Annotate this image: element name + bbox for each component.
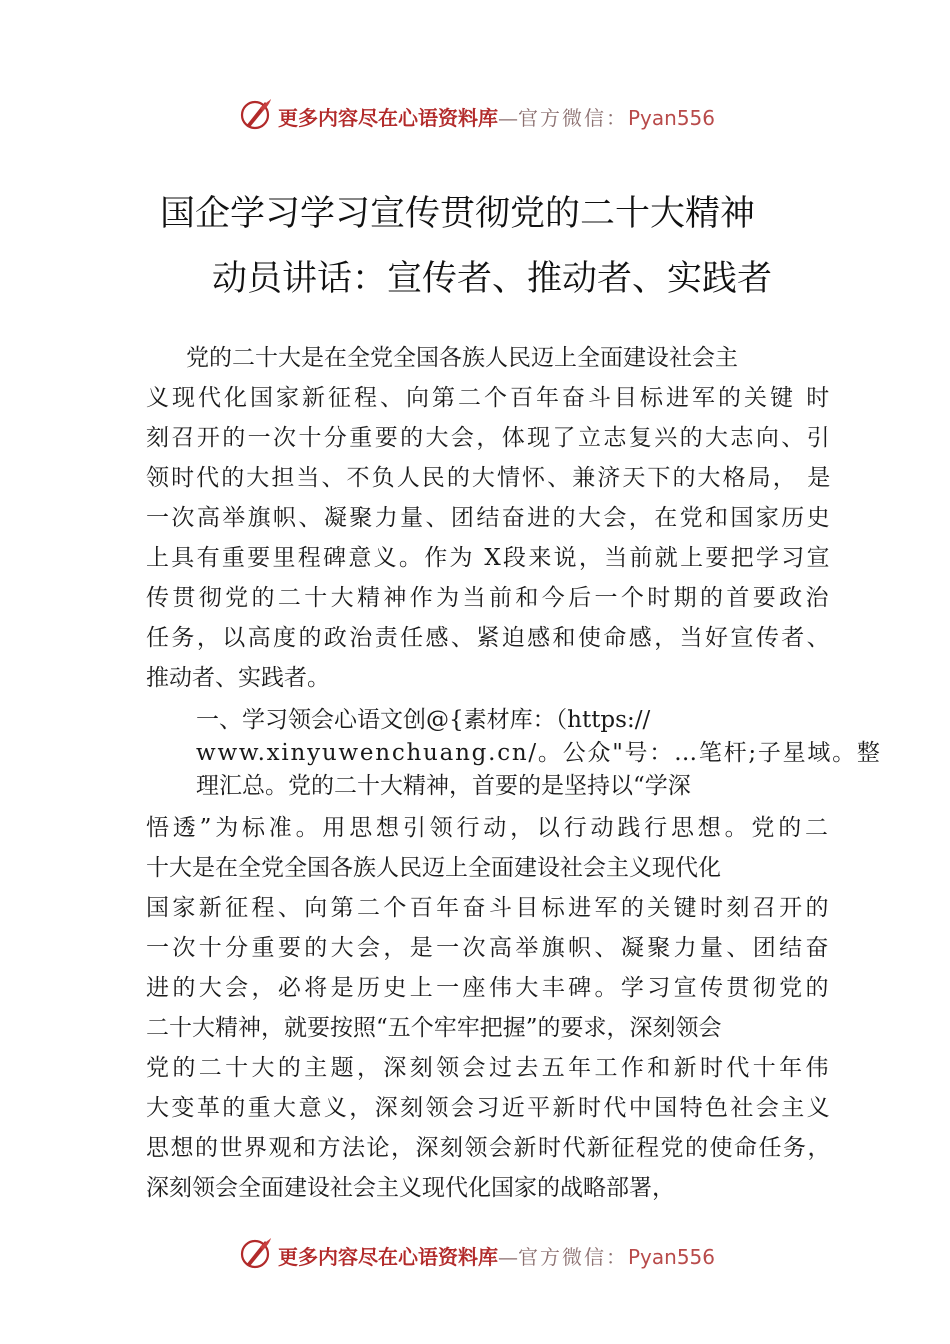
banner-wechat-label: 官方微信： xyxy=(518,1245,628,1269)
page-title-line1: 国企学习学习宣传贯彻党的二十大精神 xyxy=(160,194,756,234)
para2-line: 进的大会，必将是历史上一座伟大丰碑。学习宣传贯彻党的 xyxy=(146,975,832,1001)
section1-heading-line: www.xinyuwenchuang.cn/。公众"号：…笔杆;子星域。整 xyxy=(196,740,882,766)
section1-heading-line: 一、学习领会心语文创@{素材库：（https:// xyxy=(196,707,651,733)
quill-logo-icon xyxy=(238,96,274,132)
banner-wechat-id: Pyan556 xyxy=(628,1245,716,1269)
para1-line: 推动者、实践者。 xyxy=(146,665,330,691)
banner-wechat-label: 官方微信： xyxy=(518,106,628,130)
para1-text: 党的二十大是在全党全国各族人民迈上全面建设社会主 xyxy=(186,345,738,371)
banner-slogan: 更多内容尽在心语资料库 xyxy=(278,1245,498,1269)
banner-text xyxy=(278,102,715,131)
footer-banner xyxy=(0,1233,950,1273)
para2-line: 悟透”为标准。用思想引领行动，以行动践行思想。党的二 xyxy=(146,815,832,841)
page-title-line2: 动员讲话：宣传者、推动者、实践者 xyxy=(212,259,773,299)
para1-line: 义现代化国家新征程、向第二个百年奋斗目标进军的关键 时 xyxy=(146,385,833,411)
banner-wechat-id: Pyan556 xyxy=(628,106,716,130)
para1-line: 上具有重要里程碑意义。作为 X段来说，当前就上要把学习宣 xyxy=(146,545,832,571)
quill-logo-icon xyxy=(238,1235,274,1271)
para2-line: 党的二十大的主题，深刻领会过去五年工作和新时代十年伟 xyxy=(146,1055,832,1081)
para1-line: 刻召开的一次十分重要的大会，体现了立志复兴的大志向、引 xyxy=(146,425,833,451)
para2-line: 国家新征程、向第二个百年奋斗目标进军的关键时刻召开的 xyxy=(146,895,832,921)
para2-line: 十大是在全党全国各族人民迈上全面建设社会主义现代化 xyxy=(146,855,721,881)
para2-line: 二十大精神，就要按照“五个牢牢把握”的要求，深刻领会 xyxy=(146,1015,722,1041)
section1-heading-line: 理汇总。党的二十大精神，首要的是坚持以“学深 xyxy=(196,773,691,799)
banner-separator: — xyxy=(498,106,518,130)
para1-line: 领时代的大担当、不负人民的大情怀、兼济天下的大格局， 是 xyxy=(146,465,833,491)
banner-slogan: 更多内容尽在心语资料库 xyxy=(278,106,498,130)
header-banner xyxy=(0,94,950,134)
banner-separator: — xyxy=(498,1245,518,1269)
banner-text xyxy=(278,1241,715,1270)
para1-line: 传贯彻党的二十大精神作为当前和今后一个时期的首要政治 xyxy=(146,585,832,611)
para1-line: 一次高举旗帜、凝聚力量、团结奋进的大会，在党和国家历史 xyxy=(146,505,833,531)
para2-line: 深刻领会全面建设社会主义现代化国家的战略部署， xyxy=(146,1175,675,1201)
para1-line: 任务，以高度的政治责任感、紧迫感和使命感，当好宣传者、 xyxy=(146,625,833,651)
para1-line xyxy=(186,343,832,373)
para2-line: 一次十分重要的大会，是一次高举旗帜、凝聚力量、团结奋 xyxy=(146,935,832,961)
para2-line: 大变革的重大意义，深刻领会习近平新时代中国特色社会主义 xyxy=(146,1095,833,1121)
para2-line: 思想的世界观和方法论，深刻领会新时代新征程党的使命任务， xyxy=(146,1135,832,1161)
